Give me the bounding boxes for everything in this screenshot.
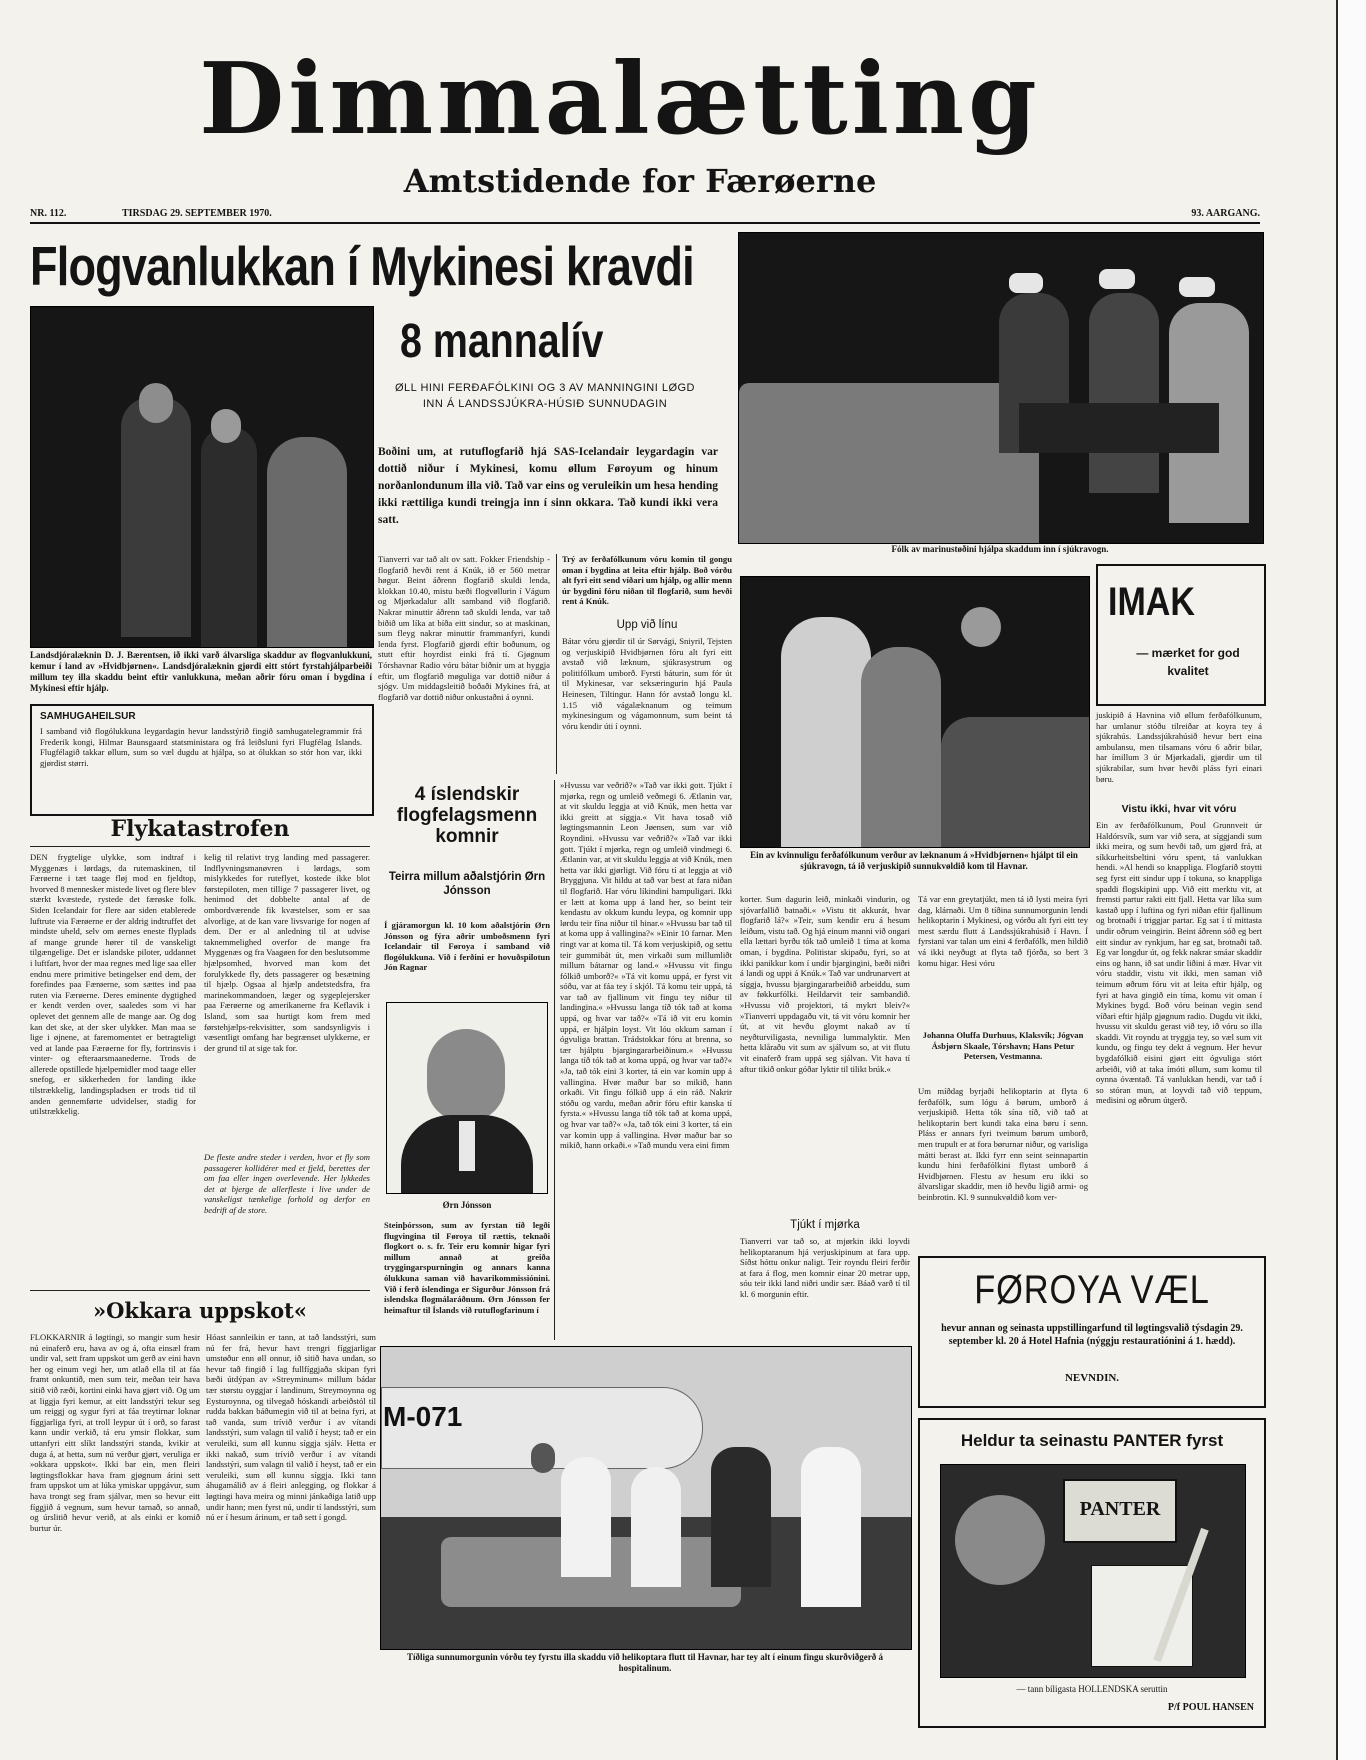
islendskir-heading: 4 íslendskir flogfelagsmenn komnir [396,784,538,847]
main-story-col-2-intro: Trý av ferðafólkunum vóru komin til gongu oman í bygdina at leita eftir hjálp. Boð vórðu alt fyri eitt send víðari um hjálp, og allir menn úr bygdini fóru niðan til flogfarið, sum hevði rent á Knúk. [562,554,732,607]
right-col-d: Um míðdag byrjaði helikoptarin at flyta 6 ferðafólk, sum lógu á børum, umborð á verjuskipið. Hetta tók sína tíð, við tað at helikoptarin bert kundi taka eina børu í senn. Pláss er annars fyri tveimum børum umborð, men trupult er at fora børurnar niður, og varisliga mátti berast at. Ikki fyrr enn seint seinnapartin kundu hini ferðafólkini flytast umborð á Hvidbjørnen. Flestu av hesum eru ikki so álvarsligar skaddir, men ið hevðu ligið armi- og beinbrotin. Kl. 9 sunnukvøldið kom ver- [918,1086,1088,1202]
islendskir-body-2: Steinþórsson, sum av fyrstan tíð legði flugvingina til Føroya til rættis, teknaði flogkort o. s. fr. Teir eru komnir higar fyri millum annað at greiða tryggingarspurningin og annars kanna ólukkuna saman við havarikommissiónini. Við í ferð íslendinga er Sigurður Jónsson frá íslendska flogmálaráðnum. Ørn Jónsson fer heimaftur til Íslands við rutuflogfarinum í [384,1220,550,1315]
column-rule [556,554,557,774]
foroya-vael-title: FØROYA VÆL [974,1268,1210,1312]
main-headline-2: 8 mannalív [400,315,604,368]
main-deck: ØLL HINI FERÐAFÓLKINI OG 3 AV MANNINGINI LØGD INN Á LANDSSJÚKRA-HÚSIÐ SUNNUDAGIN [395,382,695,410]
panter-headline: Heldur ta seinastu PANTER fyrst [960,1431,1224,1450]
main-headline: Flogvanlukkan í Mykinesi kravdi [30,235,694,297]
photo-ambulance [738,232,1264,544]
imak-ad [1096,564,1266,706]
photo-woman-helped [740,576,1090,848]
issue-date: TIRSDAG 29. SEPTEMBER 1970. [122,208,272,219]
flykatastrofen-italic: De fleste andre steder i verden, hvor et fly som passagerer kollidérer med et fjeld, berettes der om faa eller ingen overlevende. Her lykkedes det at bjerge de allerfleste i live under de vanskeligst tænkelige forhold og derfor en bedrift af de store. [204,1152,370,1215]
photo-helicopter [380,1346,912,1650]
imak-brand: IMAK [1108,578,1232,626]
main-lead: Boðini um, at rutuflogfarið hjá SAS-Icelandair leygardagin var dottið niður í Mykinesi, komu øllum Føroyum og hinum norðanlondunum illa við. Tað var eins og veruleikin um hesa hending ikki rættiliga kundi treingja inn í sinn okkara. Tað kundi ikki vera satt. [378,446,718,526]
masthead-title: Dimmalætting [199,42,1041,157]
interview-column: »Hvussu var veðrið?« »Tað var ikki gott. Tjúkt í mjørka, regn og umleið veðmegi 6. Ætlanin var, at vit skuldu leggja at við Knúk, men hetta var ikki greitt at síggja.« Vit hava tosað við løgtingsmannin Leon Jøensen, sum var við Royndini. »Hvussu var veðrið?« »Tað var ikki gott. Tjúkt í mjørka, regn og umleið vindmegi 6. Ætlanin var, at vit skuldu leggja at við Knúk, men hetta var ikki gjørligt. Við fóru tí at leggja at við Bryggjuna. Vit hildu at tað var best at fara niðan til flogfarið. Har vóru líkindini hampuligari. Ikki er lætt at koma upp á land her, so beint teir kendastu av okkum kundu leypa, og komnir upp lørdu teir fína niður til hinar.« »Hvussu bar tað til at koma upp á vallingina?« »Einir 10 farnar. Men ringt var at koma til. Tá kom verjuskipið, og settu teir gummibát út, men virkaði sum millumliðt millum bátarnar og land.« »Hvussu vit fingu fólkið umborð?« »Tá vit komu uppá, er fyrst vit sóðu, var at fáa tey í skjól. Tá komu teir uppá, tá var tað av fjallinum vit fingu tey niður til landingina.« »Hvussu langa tíð tók tað at koma uppá, og hvar var tað?« »Tá ið vit eru komin uppá, er hjálpin loyst. Vit lóu okkum saman í ógvuliga brattan. Trádstokkar fóru at brenna, so tær hjálptu bjargingararbeiðinum.« »Hvussu langa tíð tók tað at koma uppá, og hvar var tað?« »Ja, tað tók eini 3 korter, tá ein var komin upp á vallingina. Hvør maður bar so mikið, hann orkaði. Vit fingu fólkið upp á ein ráð. Nakrir stóðu og vardu, meðan aðrir fóru eftir kanska tí fyrsta.« »Hvussu langa tíð tók tað at koma uppá, og hvar var tað?« »Ja, tað tók eini 3 korter, tá ein var komin upp á vallingina. Hvør maður bar so mikið, hann orkaði.« »Tað mundu vera eini fimm [560,780,732,1151]
islendskir-body-1: Í gjáramorgun kl. 10 kom aðalstjórin Ørn Jónsson og fýra aðrir umboðsmenn fyri Icelandair til Føroya í samband við flogólukkuna. Við í ferðini er hovuðspilotun Jón Ragnar [384,920,550,973]
right-col-a: korter. Sum dagurin leið, minkaði vindurin, og sjóvarfallið batnaði.« »Vistu tit akkurát, hvar flogfarið lá?« »Teir, sum kendir eru á hesum leiðum, vistu tað. Og hjá einum manni við ongari ella lættari byrðu tók tað umleið 1 tíma at koma oman, í bygdina. Politistar skipaðu, fyri, so at ikki panikkur kom í undir bjargingini, bæði niðri á landi og uppi á Knúk.« Tað var undrunarvert at síggja, hvussu bjargingararbeiðið arbeiddu, sum av føkkurfólki. Heildarvit teir sambandið. »Hvussu við projektori, tá mykrt bleiv?« »Tianverri uppdagaðu vit, tá vit vóru komnir her út, at vit hevðu gloymt nakað av tí neyðturviligasta, nevniliga lummalyktir. Men hetta klåraðu vit sum av sjálvum so, at vit flutu vit einaferð fram uppá seg sjálvan. Vit hava tí aftur tikið onkur góðar lyktir til tilikt brúk.« [740,894,910,1074]
panter-footer: — tann bíligasta HOLLENDSKA seruttin [1016,1684,1168,1694]
subhead-vistu-ikki: Vistu ikki, hvar vit vóru [1121,803,1237,815]
issue-number: NR. 112. [30,208,67,219]
flykatastrofen-heading: Flykatastrofen [110,816,290,842]
right-col-c: Tá var enn greytatjúkt, men tá ið lysti meira fyri dag, klárnaði. Um 8 tíðina sunnumorgunin lendi helikoptarin í Mykinesi, og vórðu alt fyri eitt tey mest særdu flutt á Landssjúkrahúsið í Havn. Í fyrstani var talan um eini 4 ferðafólk, men hildið vá ikki neyðugt at flyta tað fjórða, so bert 3 komu higar. Hesi vóru [918,894,1088,968]
ashtray-icon [955,1495,1045,1585]
panter-signature: P/f POUL HANSEN [1167,1702,1254,1713]
foroya-vael-signature: NEVNDIN. [1064,1372,1120,1384]
far-right-body: Ein av ferðafólkunum, Poul Grunnveit úr Haldórsvík, sum var við sera, at síggjandi sum ikki meira, og sum hevði tað, um gjørd frá, at síkkurheitsbeltini vóru spent, tá vanlukkan hendi. »Al hendi so knappliga. Flogfarið stoytti seg fyrst eitt sindur upp í tokuna, so knappliga spaddi flogskipini upp. Við eitt merktu vit, at fremsti partur rakti eitt fjall. Hetta var líka sum kastað upp í luftina og fyri niðan eftir fjallinum og brotnaði í triggjar partar. Eg sat í tí mittasta undir oðrum veingirin. Beint áðrenn sóð eg bert eitt sindur av rynkjum, har eg sat, brotnaði tað. Eg var longdur út, og fekk nakrar smáar skaddir eins og hann, ið sat undir liðini á mær. Hvar vit vóru staddir, vistu vit ikki, men saman við teimum øðrum fóru vit at leita eftir hjálp, og fyri at hava gingið ein tíma, komu vit oman í Mykines bygd. Boð vóru beinan vegin send víðari eftir hjálp gjøgnum radio. Dugdu vit ikki, hvussu vit skuldu gerast við tey, ið vóru so illa skaddi. Vit royndu at tryggja tey, so væl sum vit kundu, og fingu tey dekt á vegnum. Her hevur bygdafólkið eisini gjørt eitt ógvuliga stórt arbeiði, við at taka ímóti øllum, sum komu til oynna óvæntað. Tá vanlukkan hendi, var tað í so stóran mun, at loyvdi tað við teppum, medisini og øðrum útgerð. [1096,820,1262,1106]
far-right-top: juskipið á Havnina við øllum ferðafólkunum, har umlanur stóðu tilreiðar at koyra tey á sjúkrahús. Landssjúkrahúsið hevur bert eina ambulansu, men tilsamans vóru 6 aðrir bilar, har ímillum 3 úr Mjørkadali, gjørdir um til sjúkrabilar, sum hvør hevði pláss fyri einari børu. [1096,710,1262,784]
okkara-heading: »Okkara uppskot« [93,1298,307,1323]
dateline [30,206,1260,224]
caption-portrait: Ørn Jónsson [442,1200,492,1210]
samhuga-box [30,704,374,816]
islendskir-article [380,780,555,1340]
panter-pack-label: PANTER [1063,1479,1177,1543]
caption-photo-4: Tíðliga sunnumorgunin vórðu tey fyrstu illa skaddu við helikoptara flutt til Havnar, har tey alt í einum fingu skurðviðgerð á hospitalinum. [406,1652,884,1673]
flykatastrofen-col-2: kelig til relativt tryg landing med passagerer. Indflyvningsmanøvren i lørdags, som mislykkedes for ruteflyet, kostede ikke blot førstepiloten, men tillige 7 passagerer livet, og henimod det dobbelte antal af de ombordværende fik kvæstelser, som er saa alvorlige, at de kan vare livsvarige for nogen af dem. Der er al anledning til at udvise taknemmelighed overfor de mange fra Myggenæs og fra Vaagøen for den beslutsomme hjælpsomhed, hvorved man kom det forulykkede fly, dets passagerer og besætning til hjælp. Ogsaa al hjælp andetstedsfra, fra marinekommandoen, læger og sygeplejersker paa Færøerne og amerikanerne fra Keflavik i Island, som saa hurtigt kom frem med førstehjælps-rekvisitter, som sandsynligvis i væsentligt omfang har begrænset ulykkerne, er der grund til at sige tak for. [204,852,370,1053]
cigar-box-icon [1091,1565,1193,1667]
flykatastrofen-col-1: DEN frygtelige ulykke, som indtraf i Myggenæs i lørdags, da rutemaskinen, til Færøerne i tæt taage fløj mod en fjeldtop, hvorved 8 mennesker mistede livet og flere blev stærkt kvæstede, rystede det færøske folk. Siden Icelandair for flere aar siden etablerede luftrute via Færøerne er der aldrig indtruffet det mindste uheld, selv om øernes eneste flyplads af mange grunde hører til de vanskeligt tilgængelige. Det er islandske piloter, uddannet i luftfart, hvor der maa regnes med lige saa eller endnu mere primitive betingelser end dem, der forefindes paa Færøerne, som sættes ind paa ruten via Færøerne. Deres eminente dygtighed er kendt verden over, saaledes som vi har oplevet det gennem alle de mange aar. Og dog kan det ske, at der sker ulykker. Man maa se lige i øjnene, at faremomentet er betragteligt ved at lande paa Færøerne for fly, fortrinsvis i vinter- og efteraarsmaanederne. Trods de allerede opstillede hjælpemidler mod taage eller snefog, er sikkerheden for landing ikke tilstrækkelig, landingspladsen er trods tid til anden gennemførte udvidelser, stadig for utilstrækkelig. [30,852,196,1117]
main-story-col-1: Tianverri var tað alt ov satt. Fokker Friendship - flogfarið hevði rent á Knúk, ið er 560 metrar høgur. Beint áðrenn flogfarið skuldi lenda, klokkan 10.40, mistu bæði flogvøllurin í Vágum og Mjørkadalur allt samband við flogfarið. Nakrar minuttir áðrenn tað skuldi lenda, var tað biðið um líka at bíða eitt sindur, so at maskinan, sum fleyg nakrar minuttir frammanfyri, kundi lenda fyrst. Flogfarið gjørdi eftir boðunum, og stutt eftir hoyrdist einki frá tí. Gjøgnum Tórshavnar Radio vóru bátar biðnir um at hyggja eftir, um flogfarið møguliga var dottið niður á sjógv. Um middagsleitið boðaði Mykines frá, at flogfarið var dottið niður onkustaðni á oynni. [378,554,550,702]
masthead-subtitle: Amtstidende for Færøerne [403,162,877,200]
panter-product-photo [940,1464,1246,1678]
subhead-upp-vid-linu: Upp við línu [616,619,678,631]
samhuga-body: I samband við flogólukkuna leygardagin hevur landsstýrið fingið samhugatelegrammir frá Frederik kongi, Hilmar Baunsgaard statsministara og frá leiðsluni fyri Flugfélag Islands. Flugfélagið takkar øllum, sum so væl dugdu at hjálpa, so at ólukkan so stór hon var, ikki gjørdist størri. [40,726,362,768]
right-col-b: Tianverri var tað so, at mjørkin ikki loyvdi helikoptaranum hjá verjuskipinum at fara upp. Síðst hóttu onkur naligt. Teir royndu fleiri ferðir at fara á flog, men komnir einar 20 metrar upp, sóu teir ikki land niðri undir sær. Báað varð tí til kl. 6 morgunin eftir. [740,1236,910,1299]
caption-photo-2: Fólk av marinustøðini hjálpa skaddum inn í sjúkravogn. [891,544,1109,554]
islendskir-subhead: Teirra millum aðalstjórin Ørn Jónsson [388,871,546,897]
anchor-emblem-icon [531,1443,555,1473]
foroya-vael-ad [918,1256,1266,1408]
foroya-vael-body: hevur annan og seinasta uppstillingarfund til løgtingsvalið týsdagin 29. september kl. 20 á Hotel Hafnia (nýggju restauratiónini á 1. hædd). [941,1323,1243,1347]
okkara-col-2: Hóast sannleikin er tann, at tað landsstýri, sum nú fer frá, hevur havt trengri fíggjarligar umstøður enn øll onnur, ið sitið hava undan, so hevur tað fingið í lag fullfíggjaða skipan fyri bæði útdýpan av »Streyminum« millum bádar tær størstu oyggjar í landinum, Streymoynna og Eysturoynna, og tilvegað hóskandi arbeiðstól til rudda bakkan báðumegin við til at beina fyri, at tað vanda, sum trívið verður í av vítandi landsstýri, sum valagn til valið í heyst; tað er ein veruleiki, sum øll kunnu síggja sjálv. Hetta er ikki nakað, sum trívið verður í av vítandi landsstýri, sum valagn til valið í heyst, tað er ein veruleiki, sum øll kunnu síggja. Ikki tann áhugamálið av á fleiri anlegging, og flokkar á løgtingi hava meira og minni jánkaðiga latið upp undir hann; men fyrst nú, undir tí landsstýri, sum nú er í hesum árinum, er tað sett í gongd. [206,1332,376,1523]
samhuga-heading: SAMHUGAHEILSUR [40,711,136,722]
imak-tagline: — mærket for god kvalitet [1136,646,1240,678]
portrait-orn-jonsson [386,1002,548,1194]
helicopter-marking: M-071 [383,1401,463,1432]
section-rule [30,846,370,847]
scan-edge [1336,0,1366,1760]
caption-photo-1: Landsdjóralæknin D. J. Bærentsen, ið ikki varð álvarsliga skaddur av flogvanlukkuni, kemur í land av »Hvidbjørnen«. Landsdjóralæknin gjørdi eitt stórt fyrstahjálparbeiði millum tey illa skaddu beint eftir vanlukkuna, meðan aðrir fóru oman í bygdina í Mykinesi eftir hjálp. [30,650,372,693]
section-rule [30,1290,370,1291]
subhead-tjukt-i-mjorka: Tjúkt í mjørka [790,1219,860,1231]
photo-pier-landing [30,306,374,648]
okkara-col-1: FLOKKARNIR á løgtingi, so mangir sum hesir nú einaferð eru, hava av og á, ofta einsæl fram undir val, sett fram uppskot um gerð av eini havn her og einum vegi her, um atlað ella til at fáa framt onkuntið, men sum teir, meðan teir hava sitið við ræði, kortini einki hava gjørt við. Og um at liggja fyri kemur, at eitt landsstýri tekur seg um reiggj og sygur fyri at fáa treytirnar loknar fíggjarliga fyri, at troll leypur út í orð, so farast kann undir verkið, tá eru ymsir flokkar, sum uttanfyri eitt slíkt landsstýri standa, kvikir at duga á, at hetta, sum nú verður gjørt, veruliga er »okkara uppskot«. Ikki bar ein, men fleiri løgtingsflokkar hava fram gjøgnum árini sett fram uppskot um at lúka ymiskar uppgávur, sum hava trongt seg fram sjálvar, men so hevur eitt fíggjið á vegnum, sum hevur tarnað, so annað, og úrslitið hevur verið, at als einki er komið burtur úr. [30,1332,200,1533]
issue-volume: 93. AARGANG. [1191,208,1260,219]
main-story-col-2-body: Bátar vóru gjørdir til úr Sørvági, Sniyril, Tejsten og verjuskipið Hvidbjørnen fóru alt fyri eitt avstað við læknum, sjúkrasystrum og politifólkum umborð. Fyrsti báturin, sum fór út til Mykinesar, var seksæringurin hjá Paula Heinesen, Tiltingur. Hann fór avstað longu kl. 1.15 við vágalæknanum og teimum mykinesingum og vágamonnum, sum beint tá vóru kendir úti í oynni. [562,636,732,731]
injured-names: Johanna Oluffa Durhuus, Klaksvík; Jógvan Ásbjørn Skaale, Tórshavn; Hans Petur Petersen, Vestmanna. [922,1030,1084,1062]
caption-photo-3: Ein av kvinnuligu ferðafólkunum verður av læknanum á »Hvidbjørnen« hjálpt til ein sjúkravogn, tá ið verjuskipið sunnukvøldið kom til Havnar. [750,850,1078,871]
panter-ad [918,1418,1266,1728]
